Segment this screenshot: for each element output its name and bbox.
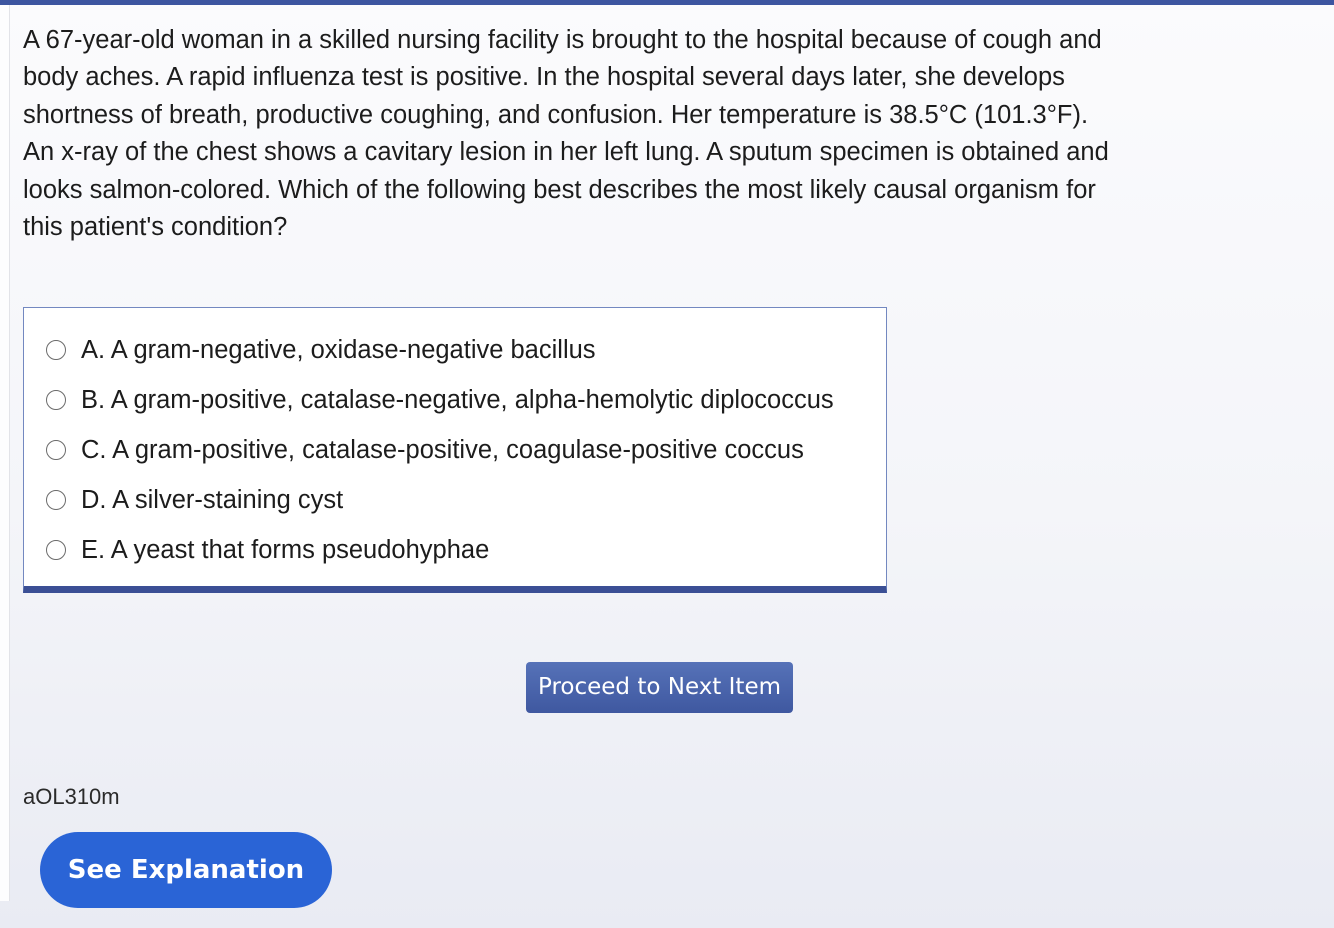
choice-b-label[interactable]: B. A gram-positive, catalase-negative, alpha-hemolytic diplococcus [81,385,834,414]
choice-d-label[interactable]: D. A silver-staining cyst [81,485,344,514]
radio-d-icon[interactable] [46,490,66,510]
choice-c-label[interactable]: C. A gram-positive, catalase-positive, coagulase-positive coccus [81,435,804,464]
question-stem: A 67-year-old woman in a skilled nursing facility is brought to the hospital because of cough and body aches. A rapid influenza test is positive. In the hospital several days later, she develops shortness of breath, productive coughing, and confusion. Her temperature is 38.5°C (101.3°F). An x-ray of the chest shows a cavitary lesion in her left lung. A sputum specimen is obtained and looks salmon-colored. Which of the following best describes the most likely causal organism for this patient's condition? [23,26,1109,242]
radio-c-icon[interactable] [46,440,66,460]
answer-choices [23,307,887,593]
choice-e-label[interactable]: E. A yeast that forms pseudohyphae [81,535,490,564]
radio-e-icon[interactable] [46,540,66,560]
radio-a-icon[interactable] [46,340,66,360]
choice-a-label[interactable]: A. A gram-negative, oxidase-negative bacillus [81,335,596,364]
see-explanation-button[interactable]: See Explanation [40,832,332,908]
top-accent-bar [0,0,1334,5]
item-id: aOL310m [23,784,120,809]
radio-b-icon[interactable] [46,390,66,410]
proceed-next-item-button[interactable]: Proceed to Next Item [526,662,793,713]
left-panel-edge [0,5,10,901]
